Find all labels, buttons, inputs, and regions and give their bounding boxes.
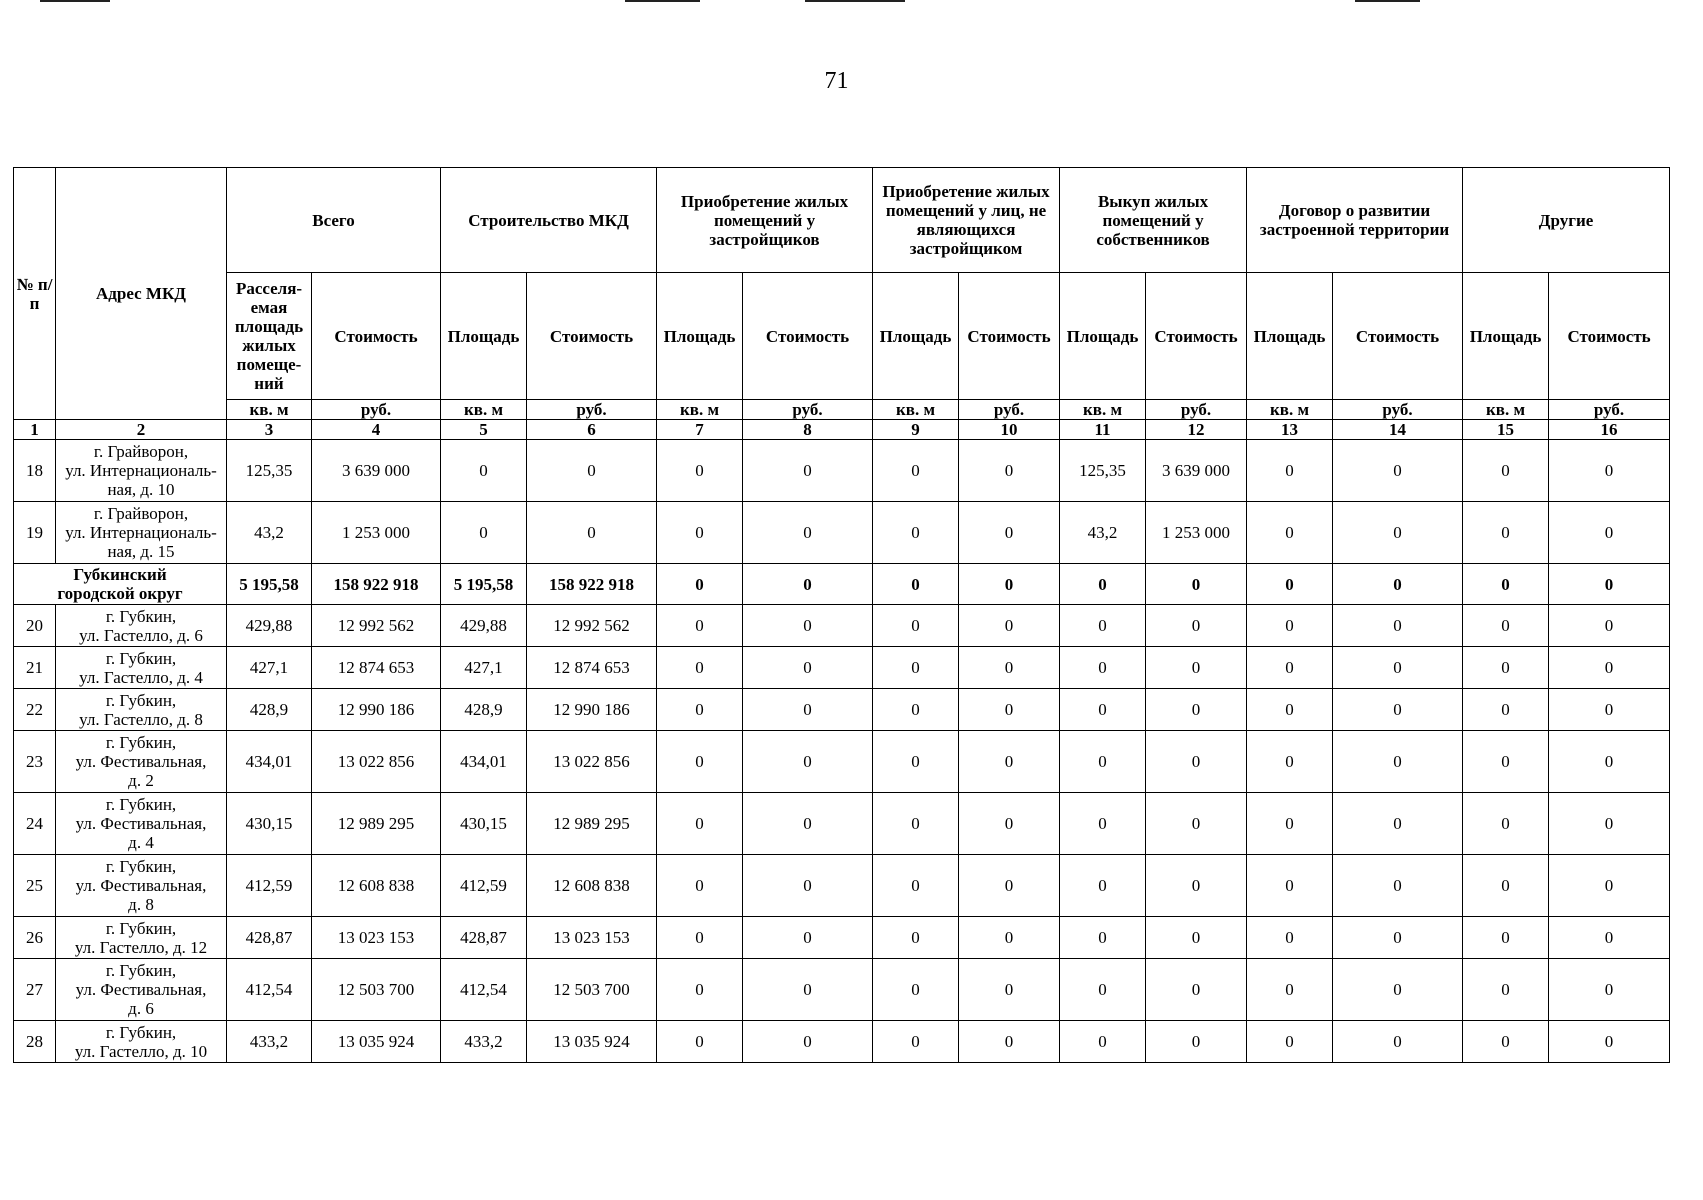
value-cell: 0 [743, 959, 873, 1021]
address-cell [56, 502, 227, 564]
address-line: г. Губкин, [105, 918, 177, 938]
address-cell [56, 793, 227, 855]
district-name-line: городской округ [57, 584, 183, 603]
header-row-number: № п/п [14, 168, 56, 420]
value-cell: 0 [1463, 502, 1549, 564]
value-cell: 0 [959, 689, 1060, 731]
value-cell: 3 639 000 [1146, 440, 1247, 502]
value-cell: 0 [1333, 605, 1463, 647]
row-number: 24 [14, 793, 56, 855]
row-number: 25 [14, 855, 56, 917]
header-address: Адрес МКД [56, 168, 227, 420]
value-cell: 0 [1549, 502, 1670, 564]
value-cell: 0 [873, 647, 959, 689]
value-cell: 0 [1549, 647, 1670, 689]
value-cell: 0 [1146, 731, 1247, 793]
table-row [14, 731, 1670, 793]
column-number: 6 [527, 420, 657, 440]
row-number: 27 [14, 959, 56, 1021]
value-cell: 427,1 [227, 647, 312, 689]
row-number: 19 [14, 502, 56, 564]
header-group-territory-agreement: Договор о развитии застроенной территории [1247, 168, 1463, 273]
value-cell: 0 [1247, 855, 1333, 917]
address-line: ная, д. 10 [107, 480, 175, 499]
value-cell: 12 992 562 [527, 605, 657, 647]
value-cell: 0 [657, 440, 743, 502]
value-cell: 0 [1549, 917, 1670, 959]
value-cell: 12 608 838 [527, 855, 657, 917]
unit-sq-m: кв. м [227, 400, 312, 420]
value-cell: 0 [1247, 502, 1333, 564]
value-cell: 1 253 000 [1146, 502, 1247, 564]
header-group-owner-buyout: Выкуп жилых помещений у собственников [1060, 168, 1247, 273]
value-cell: 0 [959, 959, 1060, 1021]
value-cell: 12 503 700 [312, 959, 441, 1021]
address-line: ул. Гастелло, д. 12 [74, 937, 208, 957]
value-cell: 0 [1463, 731, 1549, 793]
value-cell: 0 [1463, 1021, 1549, 1063]
value-cell: 0 [1549, 1021, 1670, 1063]
column-number: 14 [1333, 420, 1463, 440]
address-line: г. Губкин, [105, 606, 177, 626]
total-value-cell: 5 195,58 [441, 564, 527, 605]
address-line: г. Губкин, [105, 795, 177, 814]
header-cost: Стоимость [1549, 273, 1670, 400]
value-cell: 412,59 [441, 855, 527, 917]
total-value-cell: 0 [1146, 564, 1247, 605]
address-line: ул. Фестивальная, [75, 814, 207, 833]
value-cell: 13 023 153 [312, 917, 441, 959]
value-cell: 0 [1463, 689, 1549, 731]
value-cell: 0 [873, 731, 959, 793]
total-value-cell: 0 [1333, 564, 1463, 605]
value-cell: 0 [1060, 959, 1146, 1021]
table-row [14, 917, 1670, 959]
value-cell: 12 989 295 [312, 793, 441, 855]
header-cost: Стоимость [527, 273, 657, 400]
address-line: г. Грайворон, [93, 442, 189, 461]
total-value-cell: 0 [1060, 564, 1146, 605]
value-cell: 0 [1333, 1021, 1463, 1063]
unit-rub: руб. [1549, 400, 1670, 420]
value-cell: 0 [873, 917, 959, 959]
total-value-cell: 0 [657, 564, 743, 605]
value-cell: 0 [743, 689, 873, 731]
address-line: г. Губкин, [105, 857, 177, 876]
value-cell: 0 [1060, 731, 1146, 793]
value-cell: 0 [1549, 605, 1670, 647]
value-cell: 0 [1146, 1021, 1247, 1063]
value-cell: 0 [1247, 689, 1333, 731]
value-cell: 0 [657, 1021, 743, 1063]
column-number: 10 [959, 420, 1060, 440]
column-number: 3 [227, 420, 312, 440]
value-cell: 0 [1333, 502, 1463, 564]
value-cell: 429,88 [227, 605, 312, 647]
value-cell: 0 [1463, 793, 1549, 855]
value-cell: 0 [1146, 605, 1247, 647]
row-number: 20 [14, 605, 56, 647]
value-cell: 0 [1463, 440, 1549, 502]
value-cell: 428,87 [227, 917, 312, 959]
value-cell: 13 035 924 [527, 1021, 657, 1063]
value-cell: 0 [743, 502, 873, 564]
district-name [14, 564, 227, 605]
value-cell: 0 [1146, 793, 1247, 855]
value-cell: 0 [1463, 647, 1549, 689]
value-cell: 43,2 [227, 502, 312, 564]
value-cell: 428,87 [441, 917, 527, 959]
value-cell: 434,01 [441, 731, 527, 793]
value-cell: 428,9 [227, 689, 312, 731]
column-number: 9 [873, 420, 959, 440]
header-group-construction: Строительство МКД [441, 168, 657, 273]
value-cell: 0 [743, 917, 873, 959]
value-cell: 12 990 186 [527, 689, 657, 731]
scan-mark [625, 0, 700, 2]
value-cell: 13 022 856 [527, 731, 657, 793]
value-cell: 12 608 838 [312, 855, 441, 917]
district-name-line: Губкинский [73, 565, 167, 584]
header-area: Площадь [441, 273, 527, 400]
value-cell: 0 [873, 440, 959, 502]
address-line: г. Губкин, [105, 648, 177, 668]
header-resettled-area: Расселя-емая площадь жилых помеще-ний [227, 273, 312, 400]
total-value-cell: 0 [959, 564, 1060, 605]
value-cell: 0 [657, 605, 743, 647]
value-cell: 433,2 [441, 1021, 527, 1063]
value-cell: 0 [1463, 855, 1549, 917]
address-cell [56, 689, 227, 731]
value-cell: 434,01 [227, 731, 312, 793]
value-cell: 0 [959, 855, 1060, 917]
address-line: г. Губкин, [105, 961, 177, 980]
column-number: 7 [657, 420, 743, 440]
column-number: 1 [14, 420, 56, 440]
value-cell: 0 [1333, 959, 1463, 1021]
value-cell: 0 [657, 689, 743, 731]
value-cell: 0 [1247, 647, 1333, 689]
total-value-cell: 0 [873, 564, 959, 605]
address-line: д. 2 [128, 771, 154, 790]
value-cell: 0 [1333, 731, 1463, 793]
header-cost: Стоимость [1146, 273, 1247, 400]
value-cell: 125,35 [227, 440, 312, 502]
scan-mark [40, 0, 110, 2]
value-cell: 0 [1247, 440, 1333, 502]
value-cell: 0 [1146, 959, 1247, 1021]
address-cell [56, 917, 227, 959]
value-cell: 0 [1549, 959, 1670, 1021]
header-group-non-developer-purchase: Приобретение жилых помещений у лиц, не являющихся застройщиком [873, 168, 1060, 273]
value-cell: 0 [959, 917, 1060, 959]
value-cell: 430,15 [441, 793, 527, 855]
column-number: 12 [1146, 420, 1247, 440]
value-cell: 412,54 [227, 959, 312, 1021]
value-cell: 0 [873, 605, 959, 647]
value-cell: 0 [1247, 917, 1333, 959]
row-number: 21 [14, 647, 56, 689]
value-cell: 0 [1549, 793, 1670, 855]
value-cell: 0 [1146, 917, 1247, 959]
value-cell: 0 [1333, 647, 1463, 689]
value-cell: 0 [657, 917, 743, 959]
address-line: ул. Интернациональ- [65, 461, 217, 480]
value-cell: 0 [657, 959, 743, 1021]
value-cell: 427,1 [441, 647, 527, 689]
value-cell: 0 [873, 1021, 959, 1063]
address-line: д. 8 [128, 895, 154, 914]
total-value-cell: 0 [1549, 564, 1670, 605]
row-number: 18 [14, 440, 56, 502]
address-line: ул. Интернациональ- [65, 523, 217, 542]
header-area: Площадь [1463, 273, 1549, 400]
address-line: д. 6 [128, 999, 154, 1018]
value-cell: 0 [959, 440, 1060, 502]
value-cell: 13 023 153 [527, 917, 657, 959]
value-cell: 0 [1333, 689, 1463, 731]
header-area: Площадь [1060, 273, 1146, 400]
value-cell: 412,59 [227, 855, 312, 917]
address-line: ул. Фестивальная, [75, 876, 207, 895]
value-cell: 0 [1333, 793, 1463, 855]
unit-sq-m: кв. м [1463, 400, 1549, 420]
value-cell: 0 [1549, 689, 1670, 731]
unit-rub: руб. [959, 400, 1060, 420]
address-line: г. Губкин, [105, 733, 177, 752]
value-cell: 412,54 [441, 959, 527, 1021]
value-cell: 0 [959, 502, 1060, 564]
value-cell: 0 [1549, 855, 1670, 917]
value-cell: 0 [1247, 793, 1333, 855]
value-cell: 0 [959, 731, 1060, 793]
value-cell: 0 [441, 502, 527, 564]
value-cell: 0 [1463, 605, 1549, 647]
total-value-cell: 158 922 918 [527, 564, 657, 605]
scan-mark [805, 0, 905, 2]
column-number: 5 [441, 420, 527, 440]
total-value-cell: 0 [743, 564, 873, 605]
value-cell: 0 [657, 502, 743, 564]
value-cell: 0 [743, 440, 873, 502]
unit-rub: руб. [527, 400, 657, 420]
value-cell: 0 [1247, 959, 1333, 1021]
row-number: 28 [14, 1021, 56, 1063]
address-line: ул. Гастелло, д. 6 [79, 625, 203, 645]
value-cell: 12 503 700 [527, 959, 657, 1021]
value-cell: 0 [657, 855, 743, 917]
value-cell: 125,35 [1060, 440, 1146, 502]
address-line: д. 4 [128, 833, 154, 852]
table-row [14, 689, 1670, 731]
resettlement-table [13, 167, 1670, 1063]
unit-rub: руб. [743, 400, 873, 420]
value-cell: 0 [873, 502, 959, 564]
value-cell: 0 [959, 647, 1060, 689]
value-cell: 0 [743, 793, 873, 855]
value-cell: 0 [873, 959, 959, 1021]
value-cell: 12 874 653 [527, 647, 657, 689]
value-cell: 0 [657, 647, 743, 689]
header-cost: Стоимость [312, 273, 441, 400]
value-cell: 0 [959, 1021, 1060, 1063]
value-cell: 13 022 856 [312, 731, 441, 793]
header-area: Площадь [657, 273, 743, 400]
value-cell: 0 [959, 605, 1060, 647]
table-row [14, 855, 1670, 917]
value-cell: 0 [1247, 605, 1333, 647]
value-cell: 0 [1146, 647, 1247, 689]
value-cell: 0 [1146, 855, 1247, 917]
value-cell: 0 [527, 440, 657, 502]
header-group-total: Всего [227, 168, 441, 273]
value-cell: 0 [1060, 855, 1146, 917]
value-cell: 0 [1060, 917, 1146, 959]
unit-sq-m: кв. м [441, 400, 527, 420]
value-cell: 0 [743, 1021, 873, 1063]
value-cell: 0 [1247, 1021, 1333, 1063]
value-cell: 0 [1463, 959, 1549, 1021]
row-number: 23 [14, 731, 56, 793]
value-cell: 0 [1463, 917, 1549, 959]
page-number: 71 [824, 68, 849, 94]
row-number: 22 [14, 689, 56, 731]
value-cell: 12 989 295 [527, 793, 657, 855]
value-cell: 0 [1060, 1021, 1146, 1063]
address-cell [56, 647, 227, 689]
value-cell: 0 [743, 605, 873, 647]
header-area: Площадь [873, 273, 959, 400]
header-group-developer-purchase: Приобретение жилых помещений у застройщиков [657, 168, 873, 273]
value-cell: 0 [1060, 605, 1146, 647]
value-cell: 0 [1247, 731, 1333, 793]
value-cell: 12 874 653 [312, 647, 441, 689]
unit-sq-m: кв. м [1247, 400, 1333, 420]
address-line: ная, д. 15 [107, 542, 175, 561]
address-cell [56, 1021, 227, 1063]
address-line: ул. Гастелло, д. 8 [79, 709, 203, 729]
address-cell [56, 605, 227, 647]
header-cost: Стоимость [743, 273, 873, 400]
column-number: 2 [56, 420, 227, 440]
column-number: 16 [1549, 420, 1670, 440]
unit-sq-m: кв. м [873, 400, 959, 420]
value-cell: 428,9 [441, 689, 527, 731]
value-cell: 12 992 562 [312, 605, 441, 647]
column-number: 8 [743, 420, 873, 440]
value-cell: 0 [1146, 689, 1247, 731]
value-cell: 43,2 [1060, 502, 1146, 564]
value-cell: 0 [1549, 731, 1670, 793]
address-line: г. Губкин, [105, 690, 177, 710]
address-line: г. Губкин, [105, 1022, 177, 1042]
table-row [14, 793, 1670, 855]
value-cell: 0 [1549, 440, 1670, 502]
value-cell: 0 [873, 855, 959, 917]
column-number: 13 [1247, 420, 1333, 440]
unit-sq-m: кв. м [657, 400, 743, 420]
total-value-cell: 0 [1463, 564, 1549, 605]
address-cell [56, 959, 227, 1021]
table-row [14, 440, 1670, 502]
unit-sq-m: кв. м [1060, 400, 1146, 420]
scan-mark [1355, 0, 1420, 2]
header-area: Площадь [1247, 273, 1333, 400]
address-line: ул. Гастелло, д. 10 [74, 1041, 208, 1061]
column-number: 11 [1060, 420, 1146, 440]
total-value-cell: 5 195,58 [227, 564, 312, 605]
header-group-other: Другие [1463, 168, 1670, 273]
value-cell: 0 [743, 855, 873, 917]
address-cell [56, 440, 227, 502]
value-cell: 13 035 924 [312, 1021, 441, 1063]
value-cell: 1 253 000 [312, 502, 441, 564]
value-cell: 0 [873, 689, 959, 731]
value-cell: 0 [1060, 793, 1146, 855]
value-cell: 0 [1060, 689, 1146, 731]
value-cell: 0 [959, 793, 1060, 855]
table-row [14, 647, 1670, 689]
value-cell: 3 639 000 [312, 440, 441, 502]
unit-rub: руб. [1333, 400, 1463, 420]
value-cell: 0 [743, 647, 873, 689]
column-number: 15 [1463, 420, 1549, 440]
value-cell: 433,2 [227, 1021, 312, 1063]
address-line: г. Грайворон, [93, 504, 189, 523]
value-cell: 429,88 [441, 605, 527, 647]
value-cell: 0 [657, 793, 743, 855]
address-line: ул. Гастелло, д. 4 [79, 667, 203, 687]
value-cell: 12 990 186 [312, 689, 441, 731]
address-line: ул. Фестивальная, [75, 980, 207, 999]
table-row [14, 605, 1670, 647]
value-cell: 430,15 [227, 793, 312, 855]
value-cell: 0 [657, 731, 743, 793]
value-cell: 0 [441, 440, 527, 502]
value-cell: 0 [1333, 917, 1463, 959]
address-line: ул. Фестивальная, [75, 752, 207, 771]
unit-rub: руб. [1146, 400, 1247, 420]
unit-rub: руб. [312, 400, 441, 420]
header-cost: Стоимость [959, 273, 1060, 400]
value-cell: 0 [1333, 440, 1463, 502]
total-value-cell: 0 [1247, 564, 1333, 605]
address-cell [56, 731, 227, 793]
total-value-cell: 158 922 918 [312, 564, 441, 605]
table-row [14, 502, 1670, 564]
value-cell: 0 [527, 502, 657, 564]
address-cell [56, 855, 227, 917]
value-cell: 0 [743, 731, 873, 793]
table-row [14, 1021, 1670, 1063]
column-number: 4 [312, 420, 441, 440]
value-cell: 0 [1333, 855, 1463, 917]
row-number: 26 [14, 917, 56, 959]
table-row [14, 959, 1670, 1021]
header-cost: Стоимость [1333, 273, 1463, 400]
district-total-row [14, 564, 1670, 605]
value-cell: 0 [1060, 647, 1146, 689]
value-cell: 0 [873, 793, 959, 855]
